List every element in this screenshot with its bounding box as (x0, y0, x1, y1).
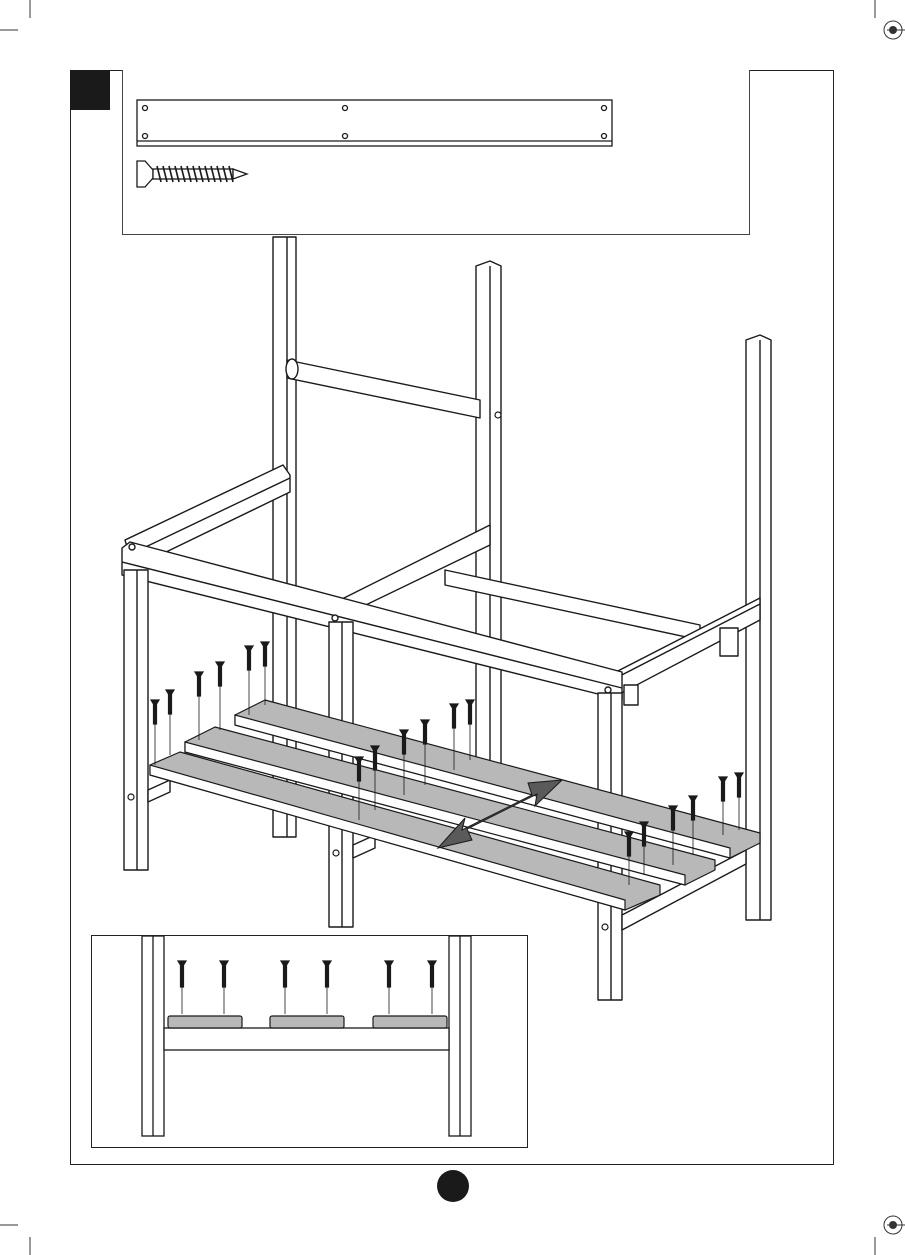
screw-icon (428, 961, 436, 1014)
countersunk-screw-icon (137, 161, 247, 187)
long-slat-bar (137, 100, 612, 146)
registration-marks (884, 21, 902, 1234)
screw-icon (385, 961, 393, 1014)
parts-box (122, 70, 750, 235)
parts-drawing (123, 70, 751, 235)
screw-icon (323, 961, 331, 1014)
page-number-badge (437, 1170, 469, 1202)
detail-rail (164, 1028, 449, 1050)
screw-icon (178, 961, 186, 1014)
detail-drawing (92, 936, 529, 1149)
screw-icon (220, 961, 228, 1014)
detail-inset (91, 935, 528, 1148)
step-number-badge (70, 70, 110, 110)
screw-icon (281, 961, 289, 1014)
detail-screws (178, 961, 436, 1014)
detail-slats (168, 1016, 447, 1028)
